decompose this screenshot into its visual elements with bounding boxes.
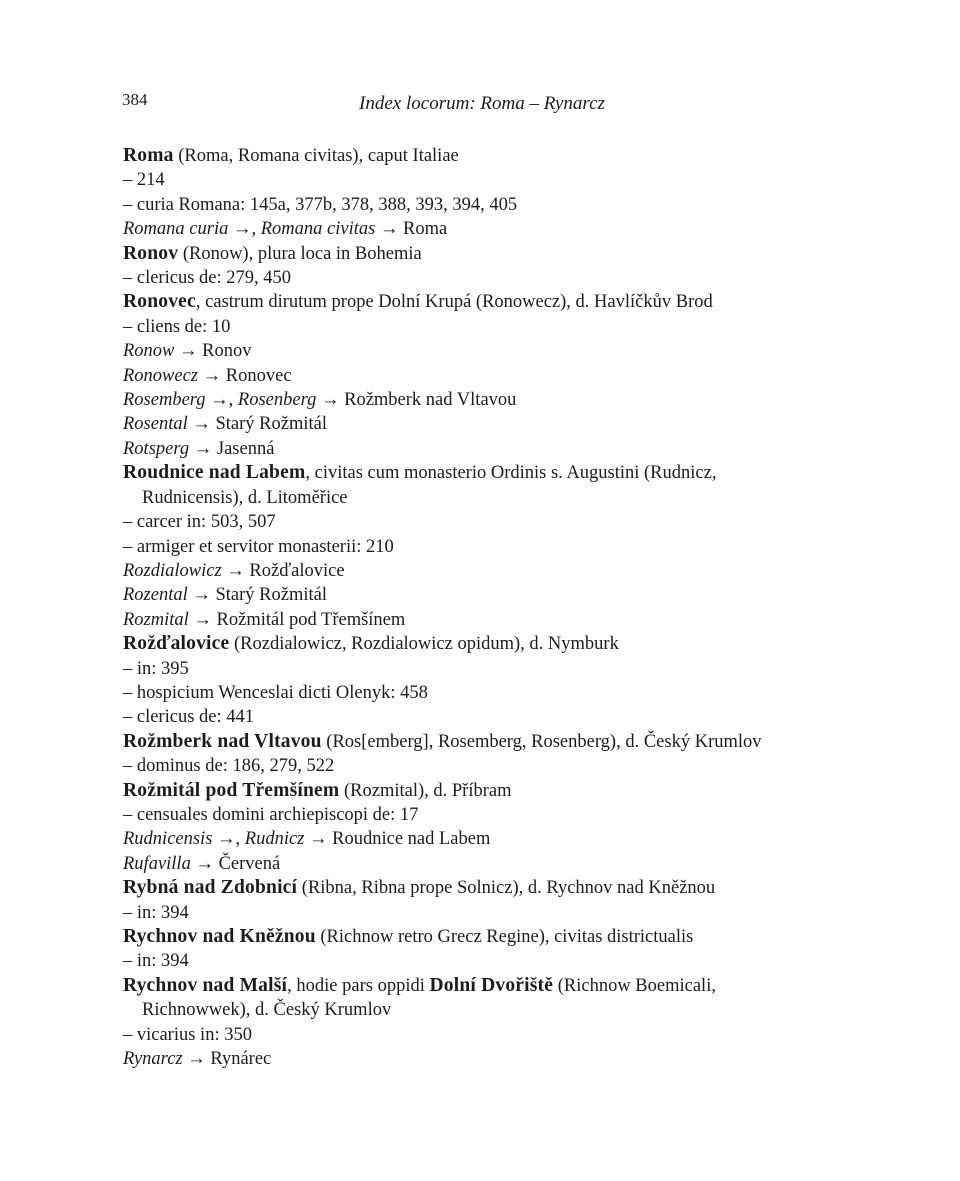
index-line-continuation [123,486,823,510]
entry-text: (Roma, Romana civitas), caput Italiae [173,146,459,166]
entry-headword: Rožmberk nad Vltavou [123,730,322,752]
entry-text: → Starý Rožmitál [187,414,327,435]
entry-text: (Ribna, Ribna prope Solnicz), d. Rychnov nad Kněžnou [297,878,716,899]
entry-headword: Rychnov nad Kněžnou [123,926,316,947]
entry-headword: Rožďalovice [123,633,230,655]
entry-text: – in: 394 [123,951,189,972]
entry-text: → Červená [190,853,281,874]
entry-text: – dominus de: 186, 279, 522 [123,756,335,777]
index-line [123,1023,823,1047]
index-line [123,779,823,803]
index-line [123,193,823,217]
entry-text: Rudnicensis), d. Litoměřice [142,487,348,508]
index-line [123,461,823,485]
index-line [123,632,823,656]
entry-headword: Rychnov nad Malší [123,974,288,996]
entry-text: → Starý Rožmitál [187,585,327,606]
entry-variant: Rozdialowicz [123,560,222,581]
index-line [123,827,823,851]
index-line [123,412,823,436]
entry-headword: Roudnice nad Labem [123,462,306,484]
entry-text: – armiger et servitor monasterii: 210 [123,536,394,557]
entry-variant: Rozental [123,585,188,606]
entry-variant: Ronowecz [123,365,199,386]
entry-variant: Rosemberg [123,390,206,411]
entry-text: , castrum dirutum prope Dolní Krupá (Ronowecz), d. Havlíčkův Brod [195,292,713,313]
entry-variant: Rosental [123,414,188,435]
entry-text: (Ronow), plura loca in Bohemia [178,243,422,264]
entry-variant: Rufavilla [123,853,191,874]
entry-text: → Ronovec [198,365,292,386]
entry-text: – 214 [123,170,165,191]
entry-text: →, [212,829,245,850]
index-line [123,925,823,949]
index-line [123,608,823,632]
entry-text: – in: 395 [123,658,189,679]
index-line [123,681,823,705]
index-line [123,339,823,363]
entry-text: → Rožmitál pod Třemšínem [188,609,406,630]
entry-headword: Roma [123,145,174,166]
entry-text: → Rožmberk nad Vltavou [316,390,517,411]
index-line [123,803,823,827]
entry-text: , civitas cum monasterio Ordinis s. Augustini (Rudnicz, [305,463,717,484]
index-line [123,730,823,754]
entry-text: – censuales domini archiepiscopi de: 17 [123,804,419,825]
index-line [123,535,823,559]
entry-text: – vicarius in: 350 [123,1024,252,1045]
entry-text: – in: 394 [123,902,189,923]
entry-text: (Richnow retro Grecz Regine), civitas districtualis [315,927,694,947]
entry-text: →, [205,390,238,411]
index-line [123,144,823,168]
index-line [123,1047,823,1071]
index-line [123,217,823,241]
entry-variant: Rozmital [123,609,189,630]
entry-variant: Romana civitas [260,219,376,240]
index-line [123,559,823,583]
entry-text: → Roudnice nad Labem [304,829,491,850]
index-line [123,949,823,973]
entry-text: – curia Romana: 145a, 377b, 378, 388, 393, 394, 405 [123,194,518,215]
entry-variant: Rudnicz [244,829,305,850]
entry-variant: Ronow [123,341,175,362]
index-line [123,290,823,314]
index-line [123,437,823,461]
entry-text: → Ronov [174,341,252,362]
entry-headword: Dolní Dvořiště [429,974,554,996]
index-line [123,876,823,900]
index-line [123,168,823,192]
entry-text: (Ros[emberg], Rosemberg, Rosenberg), d. Český Krumlov [321,731,762,752]
entry-text: → Roma [375,219,448,240]
index-entries [123,144,823,1071]
entry-text: →, [228,219,261,240]
index-line-continuation [123,998,823,1022]
entry-text: → Rožďalovice [221,560,345,581]
entry-headword: Rybná nad Zdobnicí [123,877,298,899]
entry-headword: Ronovec [123,291,196,313]
index-line [123,974,823,998]
index-line [123,315,823,339]
page-number: 384 [122,90,148,109]
index-line [123,852,823,876]
entry-headword: Rožmitál pod Třemšínem [123,779,340,801]
entry-text: – carcer in: 503, 507 [123,512,276,533]
index-line [123,754,823,778]
entry-text: – clericus de: 279, 450 [123,268,291,289]
entry-text: – cliens de: 10 [123,316,231,337]
entry-text: – hospicium Wenceslai dicti Olenyk: 458 [123,682,428,703]
entry-text: (Richnow Boemicali, [553,975,716,996]
entry-headword: Ronov [123,242,179,264]
entry-variant: Rudnicensis [123,829,213,850]
index-line [123,705,823,729]
index-line [123,510,823,534]
running-head: Index locorum: Roma – Rynarcz [359,93,605,114]
entry-text: (Rozdialowicz, Rozdialowicz opidum), d. Nymburk [229,634,619,655]
index-line [123,583,823,607]
index-line [123,364,823,388]
index-line [123,657,823,681]
entry-text: Richnowwek), d. Český Krumlov [142,1000,392,1021]
entry-text: (Rozmital), d. Příbram [339,780,512,801]
entry-text: → Jasenná [189,438,275,459]
index-line [123,266,823,290]
entry-variant: Romana curia [123,219,229,240]
entry-text: – clericus de: 441 [123,707,254,728]
entry-text: , hodie pars oppidi [287,975,430,996]
entry-text: → Rynárec [182,1049,272,1070]
entry-variant: Rosenberg [237,390,317,411]
index-line [123,388,823,412]
entry-variant: Rotsperg [123,438,190,459]
index-line [123,901,823,925]
entry-variant: Rynarcz [123,1049,183,1070]
index-line [123,242,823,266]
